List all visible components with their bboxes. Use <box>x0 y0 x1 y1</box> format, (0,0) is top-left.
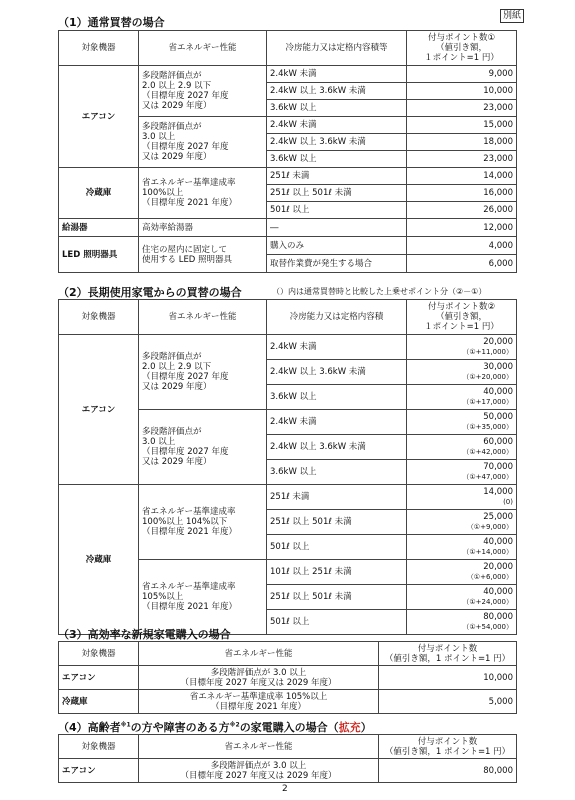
capacity-cell: ― <box>267 219 407 237</box>
points-value: 60,000 <box>483 437 513 447</box>
performance-cell: 多段階評価点が 3.0 以上 （目標年度 2027 年度又は 2029 年度） <box>139 759 379 783</box>
header-performance: 省エネルギー性能 <box>139 642 379 666</box>
points-extra: （①+47,000） <box>462 473 513 481</box>
points-cell: 4,000 <box>407 237 517 255</box>
section1-title: （1）通常買替の場合 <box>58 16 165 29</box>
capacity-cell: 101ℓ 以上 251ℓ 未満 <box>267 560 407 585</box>
points-extra: （①+14,000） <box>462 548 513 556</box>
capacity-cell: 251ℓ 未満 <box>267 485 407 510</box>
table-header-row <box>59 31 517 66</box>
points-cell <box>407 335 517 360</box>
capacity-cell: 3.6kW 以上 <box>267 460 407 485</box>
points-cell <box>407 385 517 410</box>
capacity-cell: 501ℓ 以上 <box>267 202 407 219</box>
points-value: 40,000 <box>483 587 513 597</box>
points-cell <box>407 610 517 635</box>
points-cell: 26,000 <box>407 202 517 219</box>
section4-title <box>58 719 372 735</box>
capacity-cell: 2.4kW 以上 3.6kW 未満 <box>267 134 407 151</box>
performance-cell: 省エネルギー基準達成率 105%以上 （目標年度 2021 年度） <box>139 690 379 714</box>
device-fridge: 冷蔵庫 <box>59 690 139 714</box>
section4-title-part: の方や障害のある方 <box>130 721 230 734</box>
capacity-cell: 251ℓ 以上 501ℓ 未満 <box>267 585 407 610</box>
points-cell: 12,000 <box>407 219 517 237</box>
points-cell <box>407 535 517 560</box>
points-cell: 9,000 <box>407 66 517 83</box>
performance-cell: 高効率給湯器 <box>139 219 267 237</box>
capacity-cell: 3.6kW 以上 <box>267 100 407 117</box>
section3-table <box>58 641 517 714</box>
attachment-badge: 別紙 <box>500 9 524 23</box>
points-cell: 14,000 <box>407 168 517 185</box>
performance-cell: 省エネルギー基準達成率 100%以上 104%以下 （目標年度 2021 年度） <box>139 485 267 560</box>
points-cell: 18,000 <box>407 134 517 151</box>
points-cell <box>407 460 517 485</box>
device-aircon: エアコン <box>59 66 139 168</box>
points-cell: 5,000 <box>379 690 517 714</box>
points-cell: 10,000 <box>407 83 517 100</box>
points-extra: （①+42,000） <box>462 448 513 456</box>
section2-title: （2）長期使用家電からの買替の場合 <box>58 286 242 299</box>
capacity-cell: 3.6kW 以上 <box>267 151 407 168</box>
table-row <box>59 219 517 237</box>
section1-table <box>58 30 517 273</box>
capacity-cell: 251ℓ 以上 501ℓ 未満 <box>267 510 407 535</box>
points-extra: （①+35,000） <box>462 423 513 431</box>
section4-title-part: （4）高齢者 <box>58 721 121 734</box>
capacity-cell: 取替作業費が発生する場合 <box>267 255 407 273</box>
table-header-row <box>59 300 517 335</box>
table-row <box>59 168 517 185</box>
capacity-cell: 購入のみ <box>267 237 407 255</box>
device-led: LED 照明器具 <box>59 237 139 273</box>
points-value: 80,000 <box>483 612 513 622</box>
section2-table <box>58 299 517 635</box>
table-row <box>59 485 517 510</box>
capacity-cell: 2.4kW 未満 <box>267 117 407 134</box>
points-cell <box>407 510 517 535</box>
capacity-cell: 501ℓ 以上 <box>267 610 407 635</box>
section2-note: （）内は通常買替時と比較した上乗せポイント分（②－①） <box>272 287 487 296</box>
header-capacity: 冷房能力又は定格内容積 <box>267 300 407 335</box>
points-cell: 80,000 <box>379 759 517 783</box>
header-device: 対象機器 <box>59 300 139 335</box>
points-cell: 16,000 <box>407 185 517 202</box>
header-device: 対象機器 <box>59 735 139 759</box>
device-fridge: 冷蔵庫 <box>59 168 139 219</box>
header-points: 付与ポイント数 （値引き額，1 ポイント=1 円） <box>379 735 517 759</box>
points-extra: （①+20,000） <box>462 373 513 381</box>
capacity-cell: 2.4kW 未満 <box>267 335 407 360</box>
header-device: 対象機器 <box>59 642 139 666</box>
points-value: 40,000 <box>483 537 513 547</box>
capacity-cell: 2.4kW 未満 <box>267 410 407 435</box>
capacity-cell: 251ℓ 以上 501ℓ 未満 <box>267 185 407 202</box>
capacity-cell: 2.4kW 以上 3.6kW 未満 <box>267 360 407 385</box>
performance-cell: 省エネルギー基準達成率 100%以上 （目標年度 2021 年度） <box>139 168 267 219</box>
capacity-cell: 251ℓ 未満 <box>267 168 407 185</box>
points-value: 25,000 <box>483 512 513 522</box>
expansion-label: 拡充 <box>338 721 361 734</box>
header-performance: 省エネルギー性能 <box>139 300 267 335</box>
table-row <box>59 237 517 255</box>
table-row <box>59 335 517 360</box>
points-cell <box>407 410 517 435</box>
header-points: 付与ポイント数② （値引き額， １ポイント=1 円） <box>407 300 517 335</box>
header-device: 対象機器 <box>59 31 139 66</box>
performance-cell: 多段階評価点が 3.0 以上 （目標年度 2027 年度 又は 2029 年度） <box>139 117 267 168</box>
header-capacity: 冷房能力又は定格内容積等 <box>267 31 407 66</box>
section3-title: （3）高効率な新規家電購入の場合 <box>58 628 231 641</box>
header-performance: 省エネルギー性能 <box>139 31 267 66</box>
points-value: 14,000 <box>483 487 513 497</box>
device-heater: 給湯器 <box>59 219 139 237</box>
table-row <box>59 66 517 83</box>
table-row <box>59 666 517 690</box>
points-extra: （①+17,000） <box>462 398 513 406</box>
table-row <box>59 759 517 783</box>
section4-title-part: ） <box>360 721 372 734</box>
capacity-cell: 2.4kW 以上 3.6kW 未満 <box>267 435 407 460</box>
points-value: 20,000 <box>483 337 513 347</box>
capacity-cell: 2.4kW 以上 3.6kW 未満 <box>267 83 407 100</box>
device-aircon: エアコン <box>59 666 139 690</box>
page-number: 2 <box>282 784 288 794</box>
capacity-cell: 2.4kW 未満 <box>267 66 407 83</box>
capacity-cell: 3.6kW 以上 <box>267 385 407 410</box>
device-fridge: 冷蔵庫 <box>59 485 139 635</box>
points-cell: 6,000 <box>407 255 517 273</box>
header-points: 付与ポイント数 （値引き額，1 ポイント=1 円） <box>379 642 517 666</box>
points-extra: (0) <box>503 498 513 506</box>
points-cell: 10,000 <box>379 666 517 690</box>
performance-cell: 多段階評価点が 3.0 以上 （目標年度 2027 年度又は 2029 年度） <box>139 666 379 690</box>
footnote-mark-2: ※2 <box>229 721 240 729</box>
points-value: 70,000 <box>483 462 513 472</box>
capacity-cell: 501ℓ 以上 <box>267 535 407 560</box>
device-aircon: エアコン <box>59 335 139 485</box>
points-cell <box>407 560 517 585</box>
section4-table <box>58 734 517 783</box>
points-extra: （①+9,000） <box>466 523 513 531</box>
table-header-row <box>59 642 517 666</box>
header-performance: 省エネルギー性能 <box>139 735 379 759</box>
points-extra: （①+11,000） <box>462 348 513 356</box>
points-cell: 15,000 <box>407 117 517 134</box>
points-cell <box>407 360 517 385</box>
performance-cell: 多段階評価点が 2.0 以上 2.9 以下 （目標年度 2027 年度 又は 2029 年度） <box>139 66 267 117</box>
points-extra: （①+6,000） <box>466 573 513 581</box>
points-cell <box>407 435 517 460</box>
points-value: 30,000 <box>483 362 513 372</box>
performance-cell: 多段階評価点が 2.0 以上 2.9 以下 （目標年度 2027 年度 又は 2029 年度） <box>139 335 267 410</box>
points-cell <box>407 485 517 510</box>
performance-cell: 多段階評価点が 3.0 以上 （目標年度 2027 年度 又は 2029 年度） <box>139 410 267 485</box>
points-cell: 23,000 <box>407 151 517 168</box>
points-value: 50,000 <box>483 412 513 422</box>
points-value: 20,000 <box>483 562 513 572</box>
table-row <box>59 690 517 714</box>
points-cell <box>407 585 517 610</box>
points-cell: 23,000 <box>407 100 517 117</box>
section4-title-part: の家電購入の場合（ <box>239 721 339 734</box>
points-extra: （①+54,000） <box>462 623 513 631</box>
header-points: 付与ポイント数① （値引き額， １ポイント=1 円） <box>407 31 517 66</box>
points-extra: （①+24,000） <box>462 598 513 606</box>
footnote-mark-1: ※1 <box>120 721 131 729</box>
performance-cell: 住宅の屋内に固定して 使用する LED 照明器具 <box>139 237 267 273</box>
table-header-row <box>59 735 517 759</box>
performance-cell: 省エネルギー基準達成率 105%以上 （目標年度 2021 年度） <box>139 560 267 635</box>
points-value: 40,000 <box>483 387 513 397</box>
device-aircon: エアコン <box>59 759 139 783</box>
